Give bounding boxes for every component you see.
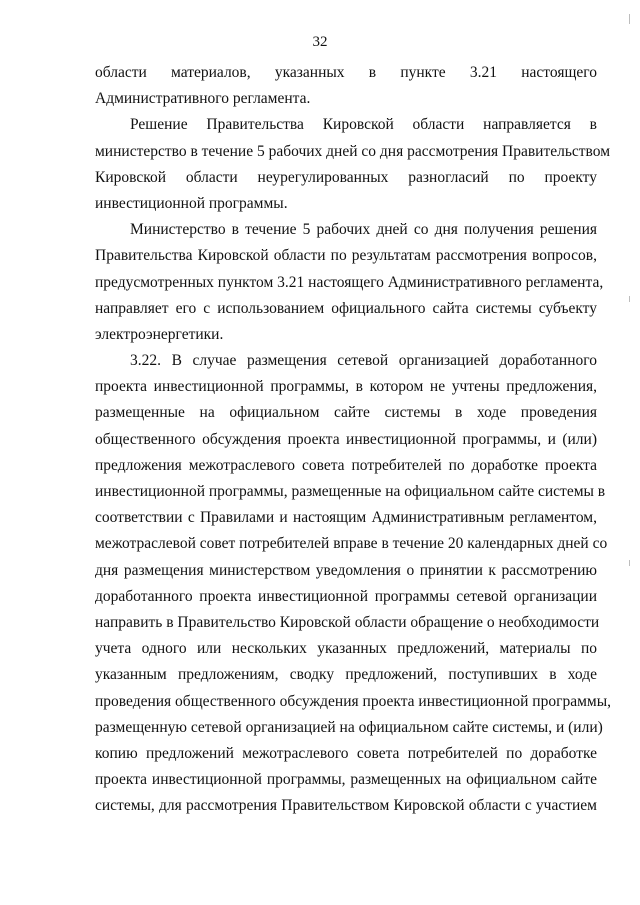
- paragraph: [95, 112, 611, 217]
- page-number: 32: [312, 34, 328, 50]
- text-line: направить в Правительство Кировской области обращение о необходимости: [95, 613, 600, 631]
- text-line: Решение Правительства Кировской области направляется в: [130, 116, 597, 134]
- paragraph: [95, 217, 604, 348]
- text-line: общественного обсуждения проекта инвестиционной программы, и (или): [95, 430, 597, 448]
- text-line: инвестиционной программы, размещенные на официальном сайте системы в: [95, 483, 606, 500]
- text-line: учета одного или нескольких указанных предложений, материалы по: [95, 640, 597, 658]
- text-line: Административного регламента.: [95, 90, 311, 108]
- document-body: [95, 60, 611, 819]
- text-line: Правительства Кировской области по результатам рассмотрения вопросов,: [95, 247, 597, 265]
- text-line: области материалов, указанных в пункте 3.21 настоящего: [95, 64, 597, 81]
- text-line: министерство в течение 5 рабочих дней со дня рассмотрения Правительством: [95, 142, 611, 160]
- text-line: размещенные на официальном сайте системы в ходе проведения: [95, 404, 597, 422]
- scan-artifact: [629, 560, 630, 566]
- text-line: указанным предложениям, сводку предложений, поступивших в ходе: [95, 666, 597, 684]
- text-line: проекта инвестиционной программы, размещенных на официальном сайте: [95, 771, 597, 789]
- text-line: предложения межотраслевого совета потребителей по доработке проекта: [95, 456, 597, 474]
- text-line: предусмотренных пунктом 3.21 настоящего Административного регламента,: [95, 273, 604, 291]
- text-line: направляет его с использованием официального сайта системы субъекту: [95, 299, 597, 317]
- text-line: доработанного проекта инвестиционной программы сетевой организации: [95, 587, 597, 605]
- text-line: Министерство в течение 5 рабочих дней со дня получения решения: [130, 221, 597, 239]
- text-line: Кировской области неурегулированных разногласий по проекту: [95, 168, 597, 186]
- text-line: инвестиционной программы.: [95, 194, 288, 212]
- text-line: дня размещения министерством уведомления о принятии к рассмотрению: [95, 561, 597, 579]
- paragraph: [95, 348, 611, 819]
- text-line: проведения общественного обсуждения проекта инвестиционной программы,: [95, 692, 611, 710]
- text-line: соответствии с Правилами и настоящим Административным регламентом,: [95, 509, 597, 527]
- text-line: межотраслевой совет потребителей вправе в течение 20 календарных дней со: [95, 535, 608, 553]
- text-line: электроэнергетики.: [95, 325, 224, 343]
- text-line: проекта инвестиционной программы, в котором не учтены предложения,: [95, 378, 597, 396]
- text-line: 3.22. В случае размещения сетевой организацией доработанного: [130, 352, 597, 370]
- text-line: системы, для рассмотрения Правительством Кировской области с участием: [95, 797, 597, 815]
- paragraph: [95, 60, 597, 112]
- scan-artifact: [629, 14, 630, 24]
- scan-artifact: [629, 296, 630, 302]
- text-line: размещенную сетевой организацией на официальном сайте системы, и (или): [95, 718, 603, 736]
- text-line: копию предложений межотраслевого совета потребителей по доработке: [95, 744, 597, 762]
